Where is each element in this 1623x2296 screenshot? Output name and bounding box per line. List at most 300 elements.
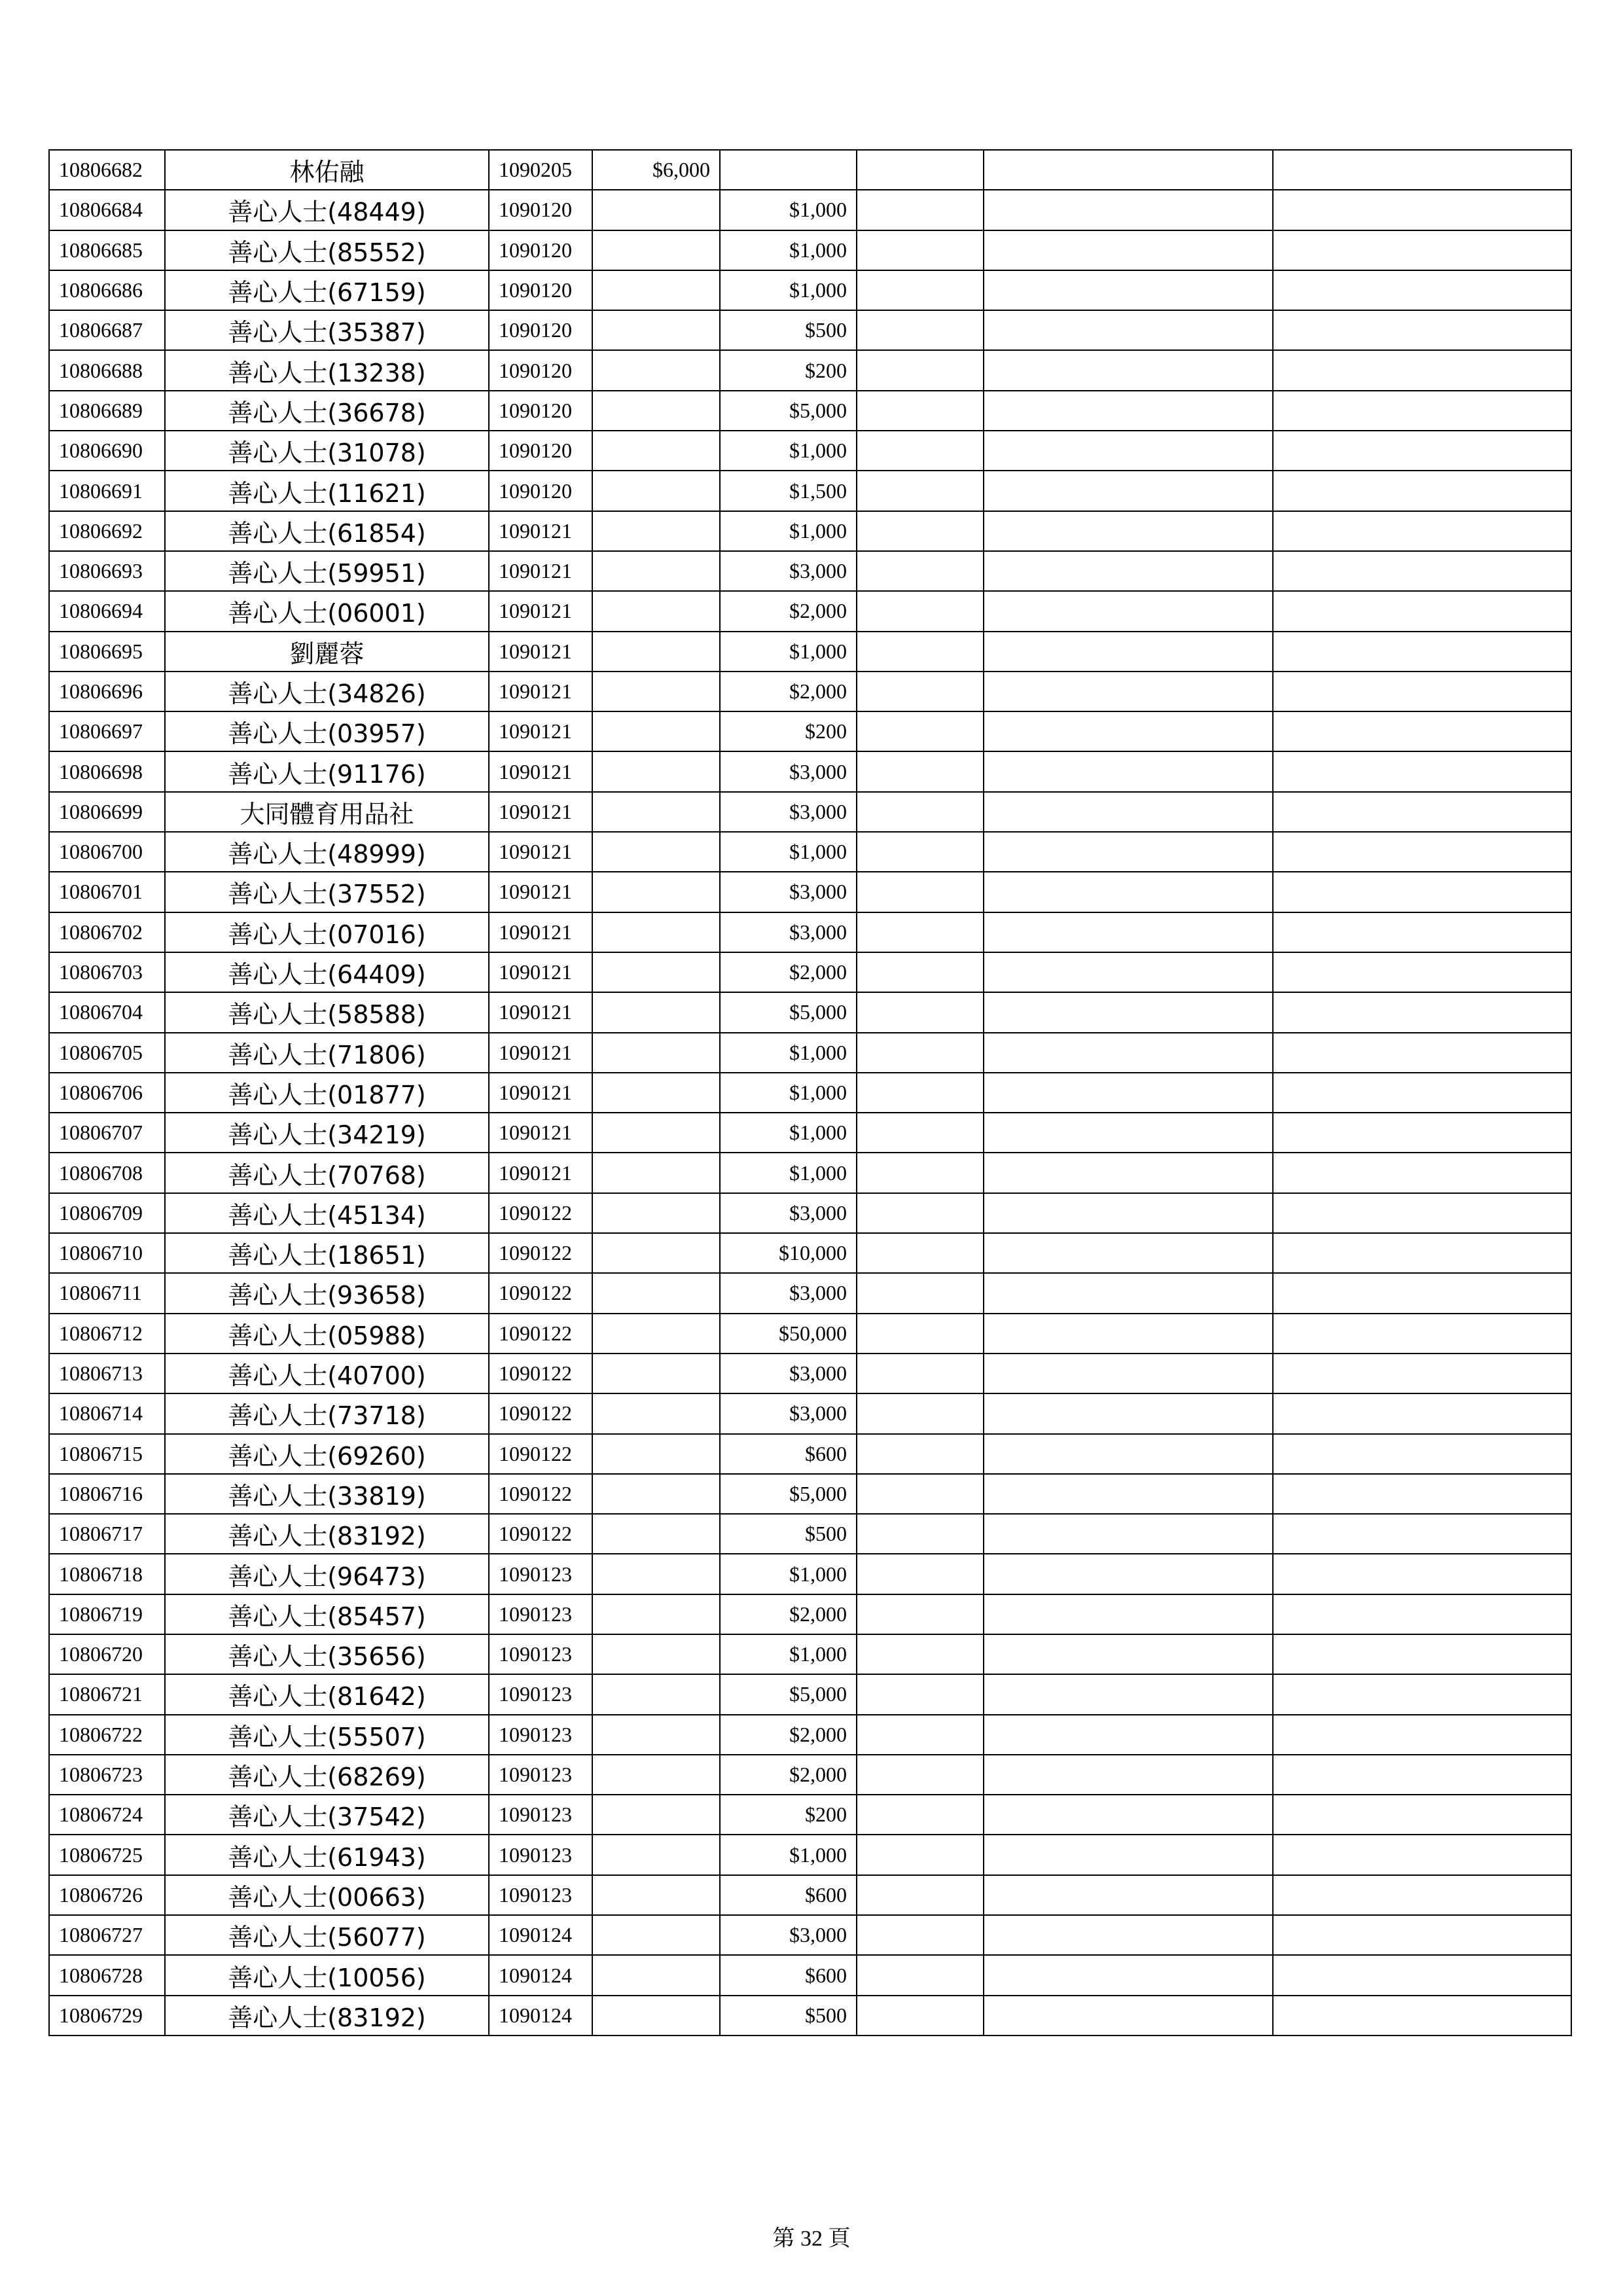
amount-cell-b: $3,000 bbox=[720, 1915, 857, 1955]
blank-cell bbox=[857, 1835, 984, 1874]
table-row bbox=[49, 1354, 1571, 1393]
receipt-number-cell: 10806698 bbox=[49, 751, 165, 791]
receipt-number-cell: 10806701 bbox=[49, 872, 165, 912]
blank-cell bbox=[1273, 511, 1571, 551]
donor-name-cell: 善心人士(67159) bbox=[165, 270, 489, 310]
donor-name-cell: 善心人士(91176) bbox=[165, 751, 489, 791]
blank-cell bbox=[1273, 1674, 1571, 1714]
receipt-number-cell: 10806710 bbox=[49, 1233, 165, 1273]
blank-cell bbox=[857, 1354, 984, 1393]
blank-cell bbox=[1273, 1273, 1571, 1313]
table-row bbox=[49, 1996, 1571, 2036]
receipt-number-cell: 10806721 bbox=[49, 1674, 165, 1714]
donor-name-cell: 善心人士(58588) bbox=[165, 992, 489, 1032]
amount-cell-a bbox=[592, 511, 720, 551]
blank-cell bbox=[984, 1755, 1273, 1795]
table-row bbox=[49, 391, 1571, 431]
table-row bbox=[49, 1193, 1571, 1233]
amount-cell-b: $3,000 bbox=[720, 872, 857, 912]
blank-cell bbox=[857, 1554, 984, 1594]
table-row bbox=[49, 672, 1571, 711]
blank-cell bbox=[984, 431, 1273, 471]
donor-name-cell: 善心人士(70768) bbox=[165, 1153, 489, 1193]
donation-date-cell: 1090121 bbox=[489, 952, 592, 992]
donation-date-cell: 1090121 bbox=[489, 1073, 592, 1113]
receipt-number-cell: 10806699 bbox=[49, 792, 165, 832]
amount-cell-b: $5,000 bbox=[720, 1674, 857, 1714]
blank-cell bbox=[857, 872, 984, 912]
donation-ledger-table bbox=[48, 149, 1572, 2036]
donation-date-cell: 1090120 bbox=[489, 350, 592, 390]
blank-cell bbox=[984, 1594, 1273, 1634]
blank-cell bbox=[984, 711, 1273, 751]
blank-cell bbox=[1273, 1474, 1571, 1514]
blank-cell bbox=[1273, 1033, 1571, 1073]
donor-name-cell: 善心人士(71806) bbox=[165, 1033, 489, 1073]
donor-name-cell: 劉麗蓉 bbox=[165, 632, 489, 672]
blank-cell bbox=[984, 1273, 1273, 1313]
donation-date-cell: 1090124 bbox=[489, 1996, 592, 2036]
amount-cell-a bbox=[592, 591, 720, 631]
blank-cell bbox=[857, 672, 984, 711]
blank-cell bbox=[857, 912, 984, 952]
amount-cell-a bbox=[592, 1273, 720, 1313]
table-row bbox=[49, 270, 1571, 310]
blank-cell bbox=[984, 751, 1273, 791]
receipt-number-cell: 10806716 bbox=[49, 1474, 165, 1514]
table-row bbox=[49, 1875, 1571, 1915]
amount-cell-a bbox=[592, 1875, 720, 1915]
blank-cell bbox=[1273, 1715, 1571, 1755]
table-row bbox=[49, 591, 1571, 631]
amount-cell-b: $1,000 bbox=[720, 511, 857, 551]
table-row bbox=[49, 1314, 1571, 1354]
table-row bbox=[49, 551, 1571, 591]
donation-date-cell: 1090121 bbox=[489, 672, 592, 711]
donor-name-cell: 善心人士(59951) bbox=[165, 551, 489, 591]
amount-cell-a bbox=[592, 1674, 720, 1714]
amount-cell-a bbox=[592, 391, 720, 431]
amount-cell-b: $1,000 bbox=[720, 1033, 857, 1073]
amount-cell-a bbox=[592, 551, 720, 591]
receipt-number-cell: 10806728 bbox=[49, 1955, 165, 1995]
blank-cell bbox=[857, 632, 984, 672]
amount-cell-b: $3,000 bbox=[720, 792, 857, 832]
table-row bbox=[49, 1915, 1571, 1955]
amount-cell-b: $1,000 bbox=[720, 1554, 857, 1594]
amount-cell-b: $1,500 bbox=[720, 471, 857, 511]
amount-cell-a bbox=[592, 672, 720, 711]
table-row bbox=[49, 1514, 1571, 1554]
blank-cell bbox=[984, 270, 1273, 310]
blank-cell bbox=[984, 591, 1273, 631]
donor-name-cell: 善心人士(48449) bbox=[165, 190, 489, 230]
blank-cell bbox=[984, 952, 1273, 992]
blank-cell bbox=[984, 1634, 1273, 1674]
amount-cell-a bbox=[592, 1153, 720, 1193]
table-row bbox=[49, 431, 1571, 471]
donation-date-cell: 1090121 bbox=[489, 711, 592, 751]
donor-name-cell: 善心人士(40700) bbox=[165, 1354, 489, 1393]
donor-name-cell: 善心人士(36678) bbox=[165, 391, 489, 431]
table-row bbox=[49, 1554, 1571, 1594]
blank-cell bbox=[1273, 912, 1571, 952]
blank-cell bbox=[1273, 1755, 1571, 1795]
blank-cell bbox=[1273, 711, 1571, 751]
blank-cell bbox=[1273, 1634, 1571, 1674]
donation-date-cell: 1090120 bbox=[489, 310, 592, 350]
donation-date-cell: 1090121 bbox=[489, 912, 592, 952]
receipt-number-cell: 10806711 bbox=[49, 1273, 165, 1313]
donor-name-cell: 善心人士(06001) bbox=[165, 591, 489, 631]
donation-date-cell: 1090123 bbox=[489, 1795, 592, 1835]
donation-date-cell: 1090124 bbox=[489, 1915, 592, 1955]
receipt-number-cell: 10806688 bbox=[49, 350, 165, 390]
amount-cell-b: $5,000 bbox=[720, 1474, 857, 1514]
donor-name-cell: 善心人士(55507) bbox=[165, 1715, 489, 1755]
blank-cell bbox=[857, 1073, 984, 1113]
receipt-number-cell: 10806684 bbox=[49, 190, 165, 230]
table-row bbox=[49, 511, 1571, 551]
amount-cell-b: $3,000 bbox=[720, 751, 857, 791]
amount-cell-b: $3,000 bbox=[720, 1393, 857, 1433]
donor-name-cell: 善心人士(18651) bbox=[165, 1233, 489, 1273]
amount-cell-a bbox=[592, 350, 720, 390]
blank-cell bbox=[857, 1634, 984, 1674]
blank-cell bbox=[857, 150, 984, 190]
table-row bbox=[49, 150, 1571, 190]
blank-cell bbox=[984, 1835, 1273, 1874]
amount-cell-b: $500 bbox=[720, 1996, 857, 2036]
donor-name-cell: 善心人士(81642) bbox=[165, 1674, 489, 1714]
blank-cell bbox=[984, 992, 1273, 1032]
table-row bbox=[49, 751, 1571, 791]
donation-date-cell: 1090122 bbox=[489, 1233, 592, 1273]
donor-name-cell: 善心人士(01877) bbox=[165, 1073, 489, 1113]
amount-cell-a bbox=[592, 1073, 720, 1113]
amount-cell-a bbox=[592, 1955, 720, 1995]
donation-date-cell: 1090123 bbox=[489, 1875, 592, 1915]
amount-cell-a bbox=[592, 632, 720, 672]
receipt-number-cell: 10806696 bbox=[49, 672, 165, 711]
blank-cell bbox=[984, 1393, 1273, 1433]
amount-cell-a bbox=[592, 270, 720, 310]
receipt-number-cell: 10806697 bbox=[49, 711, 165, 751]
blank-cell bbox=[1273, 1915, 1571, 1955]
blank-cell bbox=[857, 310, 984, 350]
donation-date-cell: 1090123 bbox=[489, 1634, 592, 1674]
donation-date-cell: 1090123 bbox=[489, 1554, 592, 1594]
amount-cell-b: $10,000 bbox=[720, 1233, 857, 1273]
amount-cell-a bbox=[592, 190, 720, 230]
table-row bbox=[49, 1795, 1571, 1835]
donor-name-cell: 善心人士(64409) bbox=[165, 952, 489, 992]
donation-date-cell: 1090121 bbox=[489, 992, 592, 1032]
receipt-number-cell: 10806727 bbox=[49, 1915, 165, 1955]
blank-cell bbox=[984, 1715, 1273, 1755]
donation-date-cell: 1090120 bbox=[489, 270, 592, 310]
blank-cell bbox=[984, 511, 1273, 551]
donation-date-cell: 1090122 bbox=[489, 1514, 592, 1554]
blank-cell bbox=[984, 391, 1273, 431]
blank-cell bbox=[984, 792, 1273, 832]
blank-cell bbox=[857, 711, 984, 751]
blank-cell bbox=[1273, 1875, 1571, 1915]
donation-date-cell: 1090121 bbox=[489, 832, 592, 872]
donor-name-cell: 善心人士(34826) bbox=[165, 672, 489, 711]
blank-cell bbox=[857, 992, 984, 1032]
amount-cell-b: $1,000 bbox=[720, 431, 857, 471]
table-row bbox=[49, 792, 1571, 832]
amount-cell-b: $1,000 bbox=[720, 1835, 857, 1874]
table-row bbox=[49, 711, 1571, 751]
amount-cell-b: $1,000 bbox=[720, 832, 857, 872]
amount-cell-a bbox=[592, 872, 720, 912]
receipt-number-cell: 10806694 bbox=[49, 591, 165, 631]
blank-cell bbox=[857, 751, 984, 791]
receipt-number-cell: 10806713 bbox=[49, 1354, 165, 1393]
amount-cell-b: $1,000 bbox=[720, 1073, 857, 1113]
blank-cell bbox=[1273, 1594, 1571, 1634]
amount-cell-a bbox=[592, 310, 720, 350]
blank-cell bbox=[1273, 391, 1571, 431]
blank-cell bbox=[857, 1915, 984, 1955]
blank-cell bbox=[1273, 952, 1571, 992]
donation-date-cell: 1090122 bbox=[489, 1393, 592, 1433]
donor-name-cell: 善心人士(61854) bbox=[165, 511, 489, 551]
amount-cell-b: $500 bbox=[720, 1514, 857, 1554]
blank-cell bbox=[857, 1193, 984, 1233]
blank-cell bbox=[1273, 471, 1571, 511]
receipt-number-cell: 10806709 bbox=[49, 1193, 165, 1233]
receipt-number-cell: 10806687 bbox=[49, 310, 165, 350]
donor-name-cell: 善心人士(07016) bbox=[165, 912, 489, 952]
amount-cell-b: $5,000 bbox=[720, 992, 857, 1032]
blank-cell bbox=[857, 1514, 984, 1554]
donation-date-cell: 1090120 bbox=[489, 230, 592, 270]
table-row bbox=[49, 1393, 1571, 1433]
blank-cell bbox=[857, 1273, 984, 1313]
receipt-number-cell: 10806704 bbox=[49, 992, 165, 1032]
blank-cell bbox=[984, 1033, 1273, 1073]
donation-date-cell: 1090121 bbox=[489, 792, 592, 832]
donation-date-cell: 1090120 bbox=[489, 431, 592, 471]
amount-cell-a bbox=[592, 711, 720, 751]
amount-cell-b: $1,000 bbox=[720, 270, 857, 310]
amount-cell-b: $2,000 bbox=[720, 1755, 857, 1795]
donor-name-cell: 善心人士(37552) bbox=[165, 872, 489, 912]
amount-cell-b: $2,000 bbox=[720, 591, 857, 631]
donor-name-cell: 善心人士(34219) bbox=[165, 1113, 489, 1153]
blank-cell bbox=[857, 1033, 984, 1073]
receipt-number-cell: 10806689 bbox=[49, 391, 165, 431]
receipt-number-cell: 10806705 bbox=[49, 1033, 165, 1073]
blank-cell bbox=[857, 270, 984, 310]
blank-cell bbox=[1273, 310, 1571, 350]
amount-cell-b: $500 bbox=[720, 310, 857, 350]
donor-name-cell: 善心人士(05988) bbox=[165, 1314, 489, 1354]
amount-cell-a bbox=[592, 952, 720, 992]
receipt-number-cell: 10806685 bbox=[49, 230, 165, 270]
amount-cell-a bbox=[592, 1835, 720, 1874]
amount-cell-a bbox=[592, 792, 720, 832]
table-row bbox=[49, 992, 1571, 1032]
amount-cell-a bbox=[592, 1033, 720, 1073]
table-row bbox=[49, 230, 1571, 270]
blank-cell bbox=[984, 632, 1273, 672]
donation-date-cell: 1090121 bbox=[489, 632, 592, 672]
blank-cell bbox=[857, 1875, 984, 1915]
amount-cell-b: $3,000 bbox=[720, 1354, 857, 1393]
blank-cell bbox=[1273, 431, 1571, 471]
blank-cell bbox=[984, 1996, 1273, 2036]
blank-cell bbox=[857, 832, 984, 872]
blank-cell bbox=[857, 1314, 984, 1354]
blank-cell bbox=[857, 551, 984, 591]
blank-cell bbox=[1273, 230, 1571, 270]
blank-cell bbox=[984, 1875, 1273, 1915]
table-row bbox=[49, 350, 1571, 390]
blank-cell bbox=[857, 952, 984, 992]
amount-cell-b: $1,000 bbox=[720, 1634, 857, 1674]
amount-cell-b: $600 bbox=[720, 1434, 857, 1474]
amount-cell-a bbox=[592, 1554, 720, 1594]
donation-date-cell: 1090123 bbox=[489, 1594, 592, 1634]
blank-cell bbox=[857, 230, 984, 270]
table-row bbox=[49, 1113, 1571, 1153]
blank-cell bbox=[984, 1354, 1273, 1393]
receipt-number-cell: 10806690 bbox=[49, 431, 165, 471]
donor-name-cell: 善心人士(00663) bbox=[165, 1875, 489, 1915]
amount-cell-b: $200 bbox=[720, 350, 857, 390]
amount-cell-b: $200 bbox=[720, 1795, 857, 1835]
receipt-number-cell: 10806686 bbox=[49, 270, 165, 310]
blank-cell bbox=[1273, 792, 1571, 832]
blank-cell bbox=[857, 1715, 984, 1755]
table-row bbox=[49, 1715, 1571, 1755]
table-row bbox=[49, 1233, 1571, 1273]
receipt-number-cell: 10806722 bbox=[49, 1715, 165, 1755]
blank-cell bbox=[857, 1755, 984, 1795]
table-row bbox=[49, 1835, 1571, 1874]
amount-cell-b: $5,000 bbox=[720, 391, 857, 431]
receipt-number-cell: 10806691 bbox=[49, 471, 165, 511]
blank-cell bbox=[984, 672, 1273, 711]
donation-date-cell: 1090121 bbox=[489, 751, 592, 791]
donor-name-cell: 善心人士(37542) bbox=[165, 1795, 489, 1835]
blank-cell bbox=[984, 1554, 1273, 1594]
receipt-number-cell: 10806693 bbox=[49, 551, 165, 591]
amount-cell-b: $600 bbox=[720, 1875, 857, 1915]
blank-cell bbox=[984, 230, 1273, 270]
receipt-number-cell: 10806706 bbox=[49, 1073, 165, 1113]
blank-cell bbox=[1273, 992, 1571, 1032]
donation-date-cell: 1090205 bbox=[489, 150, 592, 190]
table-row bbox=[49, 1153, 1571, 1193]
receipt-number-cell: 10806703 bbox=[49, 952, 165, 992]
table-row bbox=[49, 832, 1571, 872]
amount-cell-b: $200 bbox=[720, 711, 857, 751]
amount-cell-a: $6,000 bbox=[592, 150, 720, 190]
blank-cell bbox=[1273, 1996, 1571, 2036]
donor-name-cell: 善心人士(93658) bbox=[165, 1273, 489, 1313]
amount-cell-b: $2,000 bbox=[720, 1594, 857, 1634]
amount-cell-a bbox=[592, 230, 720, 270]
receipt-number-cell: 10806702 bbox=[49, 912, 165, 952]
blank-cell bbox=[1273, 1835, 1571, 1874]
ledger-body bbox=[49, 150, 1571, 2036]
blank-cell bbox=[1273, 1955, 1571, 1995]
receipt-number-cell: 10806695 bbox=[49, 632, 165, 672]
blank-cell bbox=[984, 1153, 1273, 1193]
donation-date-cell: 1090120 bbox=[489, 391, 592, 431]
blank-cell bbox=[857, 511, 984, 551]
amount-cell-a bbox=[592, 1715, 720, 1755]
donor-name-cell: 善心人士(73718) bbox=[165, 1393, 489, 1433]
receipt-number-cell: 10806707 bbox=[49, 1113, 165, 1153]
donation-date-cell: 1090122 bbox=[489, 1434, 592, 1474]
blank-cell bbox=[857, 1674, 984, 1714]
blank-cell bbox=[857, 1393, 984, 1433]
amount-cell-b bbox=[720, 150, 857, 190]
receipt-number-cell: 10806700 bbox=[49, 832, 165, 872]
blank-cell bbox=[984, 551, 1273, 591]
donation-date-cell: 1090122 bbox=[489, 1314, 592, 1354]
blank-cell bbox=[984, 1955, 1273, 1995]
donation-date-cell: 1090123 bbox=[489, 1755, 592, 1795]
amount-cell-a bbox=[592, 1594, 720, 1634]
blank-cell bbox=[984, 832, 1273, 872]
donor-name-cell: 善心人士(03957) bbox=[165, 711, 489, 751]
donor-name-cell: 善心人士(61943) bbox=[165, 1835, 489, 1874]
table-row bbox=[49, 1594, 1571, 1634]
blank-cell bbox=[857, 1113, 984, 1153]
amount-cell-a bbox=[592, 1915, 720, 1955]
amount-cell-b: $3,000 bbox=[720, 551, 857, 591]
table-row bbox=[49, 952, 1571, 992]
donation-date-cell: 1090122 bbox=[489, 1193, 592, 1233]
donor-name-cell: 善心人士(10056) bbox=[165, 1955, 489, 1995]
blank-cell bbox=[1273, 591, 1571, 631]
receipt-number-cell: 10806714 bbox=[49, 1393, 165, 1433]
receipt-number-cell: 10806724 bbox=[49, 1795, 165, 1835]
table-row bbox=[49, 1634, 1571, 1674]
amount-cell-a bbox=[592, 1233, 720, 1273]
donor-name-cell: 善心人士(33819) bbox=[165, 1474, 489, 1514]
blank-cell bbox=[1273, 350, 1571, 390]
donation-date-cell: 1090122 bbox=[489, 1474, 592, 1514]
blank-cell bbox=[857, 1795, 984, 1835]
blank-cell bbox=[857, 1955, 984, 1995]
blank-cell bbox=[1273, 832, 1571, 872]
blank-cell bbox=[1273, 632, 1571, 672]
amount-cell-b: $3,000 bbox=[720, 1193, 857, 1233]
blank-cell bbox=[984, 1233, 1273, 1273]
amount-cell-a bbox=[592, 1996, 720, 2036]
amount-cell-a bbox=[592, 912, 720, 952]
blank-cell bbox=[1273, 1153, 1571, 1193]
donation-date-cell: 1090121 bbox=[489, 551, 592, 591]
table-row bbox=[49, 471, 1571, 511]
amount-cell-a bbox=[592, 992, 720, 1032]
blank-cell bbox=[857, 1594, 984, 1634]
donation-date-cell: 1090123 bbox=[489, 1674, 592, 1714]
donation-date-cell: 1090122 bbox=[489, 1273, 592, 1313]
amount-cell-b: $1,000 bbox=[720, 632, 857, 672]
blank-cell bbox=[984, 1113, 1273, 1153]
table-row bbox=[49, 1955, 1571, 1995]
donation-date-cell: 1090124 bbox=[489, 1955, 592, 1995]
